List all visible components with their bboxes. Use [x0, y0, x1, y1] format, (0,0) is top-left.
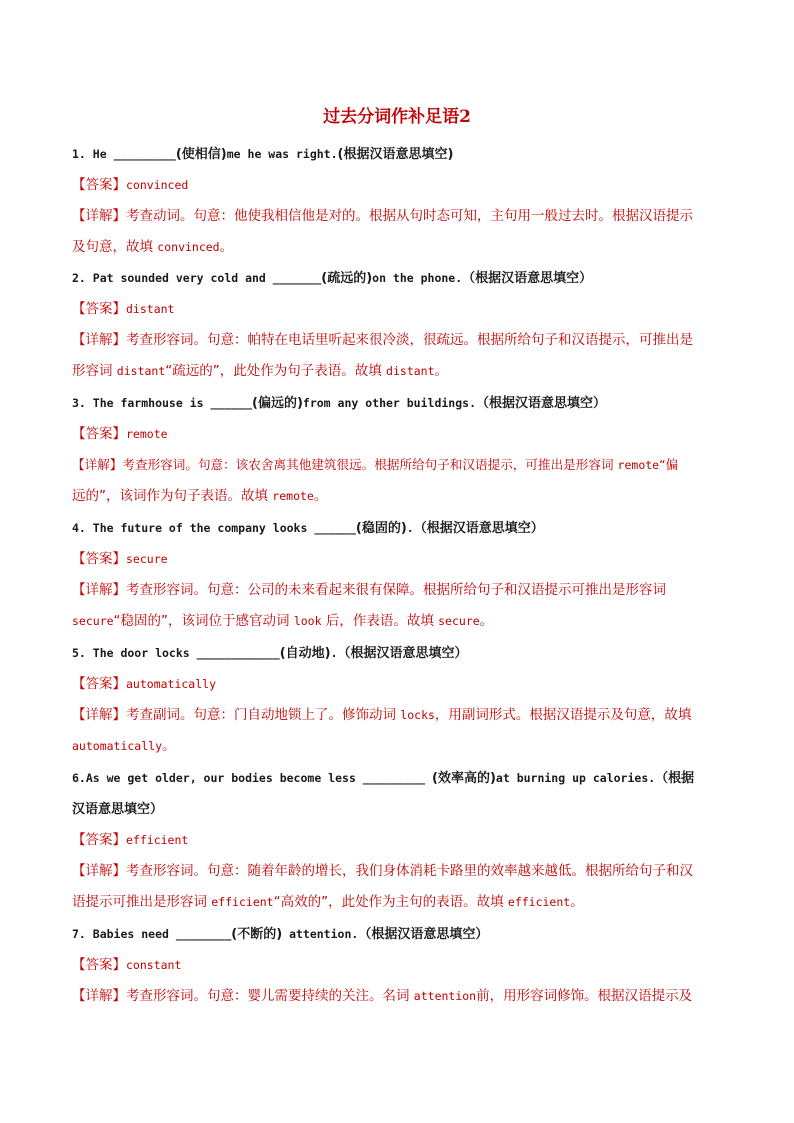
explanation-text: 后，作表语。故填 [321, 613, 439, 629]
keyword-inline: look [293, 614, 322, 628]
explanation-text: 。 [479, 613, 494, 629]
question-3 [72, 393, 722, 414]
explanation-text: “偏 [659, 457, 679, 472]
explanation-1-line-1 [72, 206, 722, 226]
answer-tag: 【答案】 [72, 177, 126, 193]
answer-tag: 【答案】 [72, 426, 126, 442]
instruction: (根据汉语意思填空) [337, 147, 454, 162]
answer-tag: 【答案】 [72, 551, 126, 567]
explanation-tag: 【详解】 [72, 863, 126, 879]
explanation-3-line-1 [72, 455, 722, 475]
question-2 [72, 268, 722, 289]
question-text: on the phone. [372, 271, 463, 285]
explanation-tag: 【详解】 [72, 208, 126, 224]
chinese-hint: (效率高的) [432, 771, 496, 786]
question-text: me he was right. [226, 147, 338, 161]
instruction: 汉语意思填空） [72, 802, 164, 817]
answer-inline: efficient [211, 895, 274, 909]
question-5 [72, 643, 722, 664]
explanation-text: 前，用形容词修饰。根据汉语提示及 [476, 988, 693, 1004]
answer-4 [72, 549, 722, 569]
answer-inline: distant [116, 364, 166, 378]
answer-3 [72, 424, 722, 444]
chinese-hint: (稳固的) [355, 521, 407, 536]
answer-tag: 【答案】 [72, 676, 126, 692]
chinese-hint: (偏远的) [252, 396, 303, 411]
explanation-text: 考查形容词。句意：随着年龄的增长，我们身体消耗卡路里的效率越来越低。根据所给句子和汉 [126, 863, 693, 879]
answer-inline: secure [72, 614, 114, 628]
explanation-5-line-2 [72, 736, 722, 756]
explanation-text: 考查动词。句意：他使我相信他是对的。根据从句时态可知，主句用一般过去时。根据汉语提示 [126, 208, 693, 224]
answer-inline: secure [438, 614, 480, 628]
question-text: attention. [282, 927, 359, 941]
explanation-3-line-2 [72, 486, 722, 506]
question-6 [72, 768, 722, 789]
chinese-hint: (自动地) [279, 646, 331, 661]
chinese-hint: (使相信) [175, 147, 227, 162]
explanation-5-line-1 [72, 705, 722, 725]
question-text: 3. The farmhouse is ______ [72, 396, 253, 410]
explanation-2-line-2 [72, 361, 722, 381]
question-text: 1. He _________ [72, 147, 176, 161]
answer-inline: automatically [72, 739, 163, 753]
question-6-line-2 [72, 799, 722, 820]
explanation-text: 考查形容词。句意：公司的未来看起来很有保障。根据所给句子和汉语提示可推出是形容词 [126, 582, 666, 598]
explanation-tag: 【详解】 [72, 332, 126, 348]
answer-5 [72, 674, 722, 694]
answer-inline: distant [386, 364, 435, 378]
explanation-4-line-2 [72, 611, 722, 631]
explanation-tag: 【详解】 [72, 707, 126, 723]
explanation-text: 语提示可推出是形容词 [72, 894, 212, 910]
question-4 [72, 518, 722, 539]
explanation-text: 。 [313, 488, 328, 504]
explanation-tag: 【详解】 [72, 457, 123, 472]
chinese-hint: (不断的) [231, 927, 283, 942]
explanation-text: 考查形容词。句意：该农舍离其他建筑很远。根据所给句子和汉语提示，可推出是形容词 [122, 457, 618, 472]
question-text: . [406, 521, 414, 535]
question-text: 4. The future of the company looks ______ [72, 521, 356, 535]
explanation-text: 。 [570, 894, 584, 910]
explanation-text: “高效的”，此处作为主句的表语。故填 [273, 894, 508, 910]
instruction: （根据汉语意思填空） [413, 521, 544, 536]
instruction: （根据汉语意思填空） [337, 646, 468, 661]
explanation-text: ，用副词形式。根据汉语提示及句意，故填 [434, 707, 692, 723]
answer-value: automatically [126, 677, 217, 691]
question-1 [72, 144, 722, 165]
question-text: at burning up calories. [495, 771, 656, 785]
answer-tag: 【答案】 [72, 957, 126, 973]
explanation-1-line-2 [72, 237, 722, 257]
answer-tag: 【答案】 [72, 832, 126, 848]
explanation-4-line-1 [72, 580, 722, 600]
answer-value: constant [126, 958, 182, 972]
answer-inline: convinced [157, 240, 220, 254]
instruction: （根据汉语意思填空） [358, 927, 489, 942]
answer-tag: 【答案】 [72, 301, 126, 317]
explanation-text: 考查形容词。句意：帕特在电话里听起来很冷淡，很疏远。根据所给句子和汉语提示，可推出是 [126, 332, 693, 348]
page-title: 过去分词作补足语2 [323, 107, 471, 127]
answer-value: efficient [126, 833, 189, 847]
explanation-6-line-1 [72, 861, 722, 881]
explanation-text: 。 [434, 363, 449, 379]
answer-value: convinced [126, 178, 189, 192]
answer-inline: remote [617, 458, 660, 472]
question-text: . [330, 646, 338, 660]
explanation-text: 考查形容词。句意：婴儿需要持续的关注。名词 [126, 988, 414, 1004]
explanation-text: “疏远的”，此处作为句子表语。故填 [165, 363, 387, 379]
question-text: 7. Babies need ________ [72, 927, 232, 941]
explanation-2-line-1 [72, 330, 722, 350]
answer-inline: efficient [507, 895, 571, 909]
explanation-text: 及句意，故填 [72, 239, 158, 255]
answer-6 [72, 830, 722, 850]
answer-2 [72, 299, 722, 319]
answer-1 [72, 175, 722, 195]
instruction: （根据汉语意思填空） [476, 396, 607, 411]
instruction: （根据汉语意思填空） [462, 271, 593, 286]
explanation-tag: 【详解】 [72, 582, 126, 598]
question-text: 2. Pat sounded very cold and _______ [72, 271, 322, 285]
answer-value: secure [126, 552, 168, 566]
answer-7 [72, 955, 722, 975]
question-text: 6.As we get older, our bodies become less _________ [72, 771, 433, 785]
instruction: （根据 [655, 771, 695, 786]
chinese-hint: (疏远的) [321, 271, 373, 286]
explanation-text: “稳固的”，该词位于感官动词 [113, 613, 294, 629]
answer-inline: remote [272, 489, 314, 503]
keyword-inline: locks [400, 708, 435, 722]
explanation-text: 远的”，该词作为句子表语。故填 [72, 488, 273, 504]
question-text: from any other buildings. [302, 396, 476, 410]
explanation-text: 考查副词。句意：门自动地锁上了。修饰动词 [126, 707, 401, 723]
explanation-7-line-1 [72, 986, 722, 1006]
question-7 [72, 924, 722, 945]
explanation-tag: 【详解】 [72, 988, 126, 1004]
answer-value: remote [126, 427, 168, 441]
keyword-inline: attention [413, 989, 477, 1003]
question-text: 5. The door locks ____________ [72, 646, 280, 660]
explanation-text: 。 [162, 738, 176, 754]
explanation-text: 形容词 [72, 363, 117, 379]
explanation-6-line-2 [72, 892, 722, 912]
explanation-text: 。 [219, 239, 234, 255]
answer-value: distant [126, 302, 175, 316]
